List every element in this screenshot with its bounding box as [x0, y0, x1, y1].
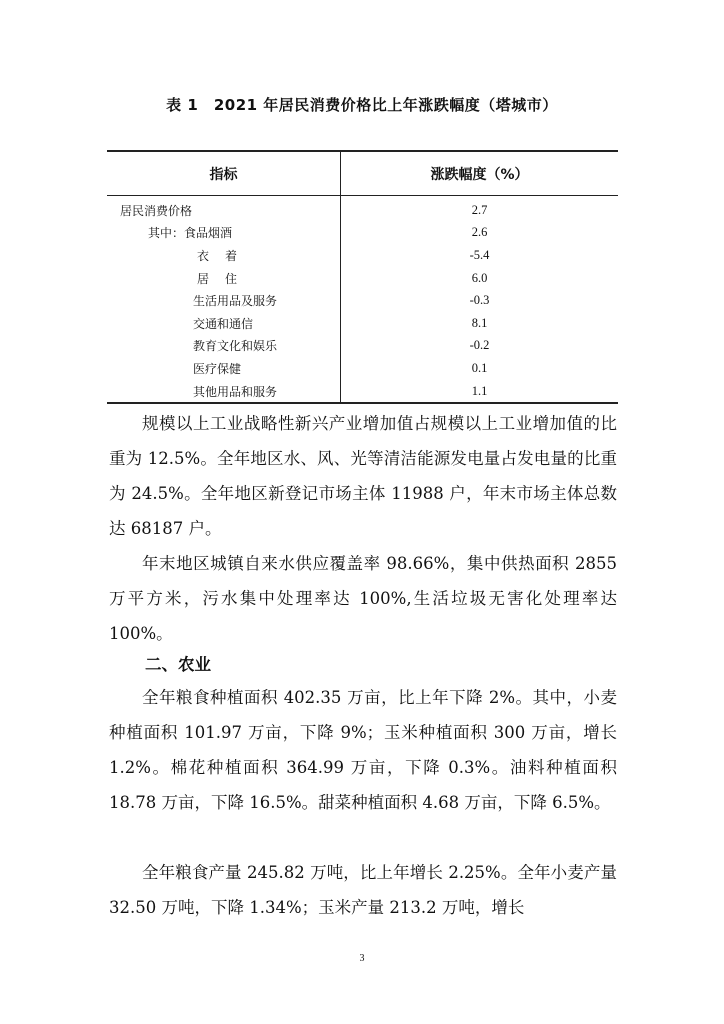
row-value: 8.1 — [471, 315, 488, 330]
table-row — [107, 267, 618, 290]
paragraph-grain-output: 全年粮食产量 245.82 万吨，比上年增长 2.25%。全年小麦产量 32.50 万吨，下降 1.34%；玉米产量 213.2 万吨，增长 — [109, 863, 617, 917]
header-change: 涨跌幅度（%） — [341, 151, 619, 196]
table-header-row — [107, 151, 618, 196]
row-name: 医疗保健 — [107, 357, 341, 380]
paragraph-industry: 规模以上工业战略性新兴产业增加值占规模以上工业增加值的比重为 12.5%。全年地区水、风、光等清洁能源发电量占发电量的比重为 24.5%。全年地区新登记市场主体 11988 户，年末市场主体总数达 68187 户。 — [109, 414, 617, 538]
row-name: 衣着 — [107, 244, 341, 267]
row-value: 2.6 — [471, 225, 488, 240]
table-row — [107, 244, 618, 267]
row-name: 交通和通信 — [107, 312, 341, 335]
row-name: 居住 — [107, 267, 341, 290]
row-value: 6.0 — [471, 270, 488, 285]
row-value: 1.1 — [341, 380, 619, 404]
header-indicator: 指标 — [107, 151, 341, 196]
row-name: 其中：食品烟酒 — [107, 222, 341, 245]
table-row — [107, 380, 618, 404]
paragraph-planting-area: 全年粮食种植面积 402.35 万亩，比上年下降 2%。其中，小麦种植面积 101.97 万亩，下降 9%；玉米种植面积 300 万亩，增长 1.2%。棉花种植面积 364.99 万亩，下降 0.3%。油料种植面积 18.78 万亩，下降 16.5%。甜菜种植面积 4.68 万亩，下降 6.5%。 — [109, 688, 617, 812]
table-title: 表 1 2021 年居民消费价格比上年涨跌幅度（塔城市） — [166, 96, 558, 114]
section-heading-agriculture: 二、农业 — [145, 655, 211, 674]
table-row — [107, 289, 618, 312]
row-value: -0.2 — [469, 338, 490, 353]
row-value: -5.4 — [469, 247, 490, 262]
cpi-table — [107, 150, 618, 404]
row-name: 其他用品和服务 — [107, 380, 341, 404]
row-name: 生活用品及服务 — [107, 289, 341, 312]
page-number: 3 — [359, 953, 365, 964]
table-row — [107, 357, 618, 380]
table-row — [107, 222, 618, 245]
row-name: 居民消费价格 — [107, 196, 341, 222]
table-row — [107, 335, 618, 358]
row-value: 0.1 — [471, 360, 488, 375]
row-value: -0.3 — [469, 293, 490, 308]
table-row — [107, 312, 618, 335]
paragraph-utilities: 年末地区城镇自来水供应覆盖率 98.66%，集中供热面积 2855 万平方米，污水集中处理率达 100%,生活垃圾无害化处理率达 100%。 — [109, 554, 617, 643]
row-name: 教育文化和娱乐 — [107, 335, 341, 358]
table-row — [107, 196, 618, 222]
row-value: 2.7 — [471, 202, 488, 217]
